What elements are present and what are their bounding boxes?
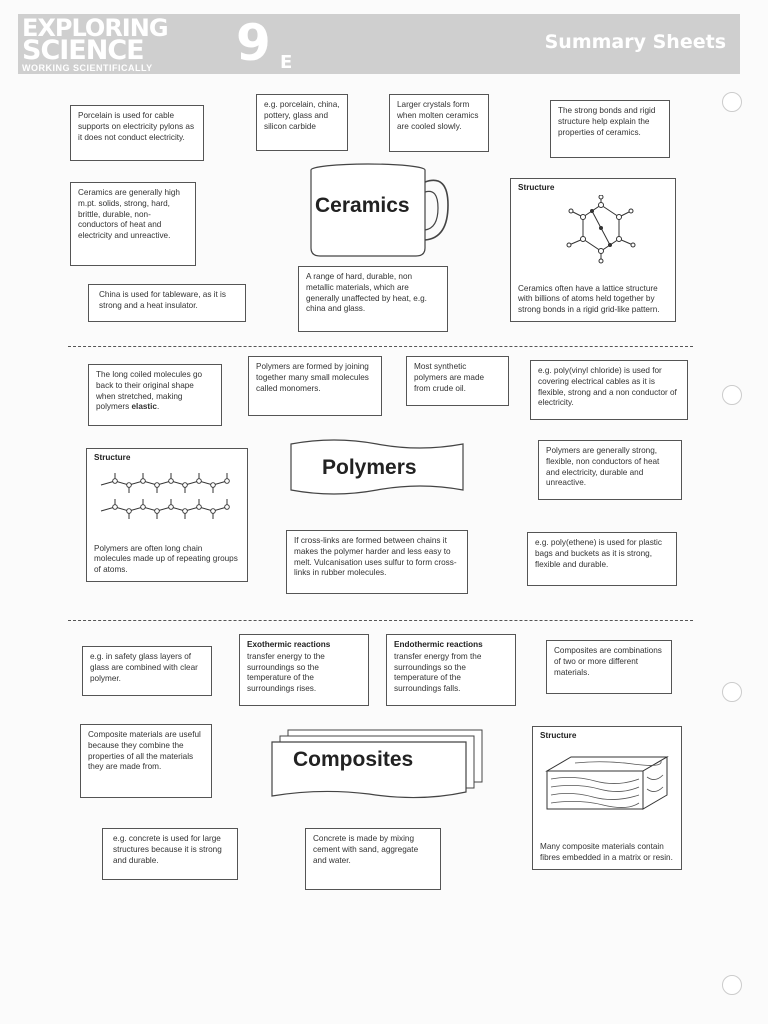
fibre-block-diagram <box>543 751 673 817</box>
ceramics-examples-box: e.g. porcelain, china, pottery, glass and silicon carbide <box>256 94 348 151</box>
composites-concrete-use-box: e.g. concrete is used for large structures because it is strong and durable. <box>102 828 238 880</box>
endothermic-text: transfer energy from the surroundings so the temperature of the surroundings falls. <box>394 651 482 694</box>
polymers-title: Polymers <box>322 456 417 479</box>
polymers-structure-box <box>86 448 248 582</box>
section-divider <box>68 346 693 347</box>
polymers-properties-box: Polymers are generally strong, flexible, non conductors of heat and electricity, durable and unreactive. <box>538 440 682 500</box>
composites-structure-heading: Structure <box>540 731 577 740</box>
binder-hole <box>722 682 742 702</box>
unit-number: 9 <box>236 14 271 72</box>
composites-combinations-box: Composites are combinations of two or more different materials. <box>546 640 672 694</box>
logo-science: SCIENCE <box>22 35 144 66</box>
ceramics-china-box: China is used for tableware, as it is strong and a heat insulator. <box>88 284 246 322</box>
polymers-elastic-text: The long coiled molecules go back to their original shape when stretched, making polymers <box>96 370 203 412</box>
polymers-structure-heading: Structure <box>94 453 131 462</box>
composites-concrete-made-box: Concrete is made by mixing cement with sand, aggregate and water. <box>305 828 441 890</box>
composites-glass-box: e.g. in safety glass layers of glass are combined with clear polymer. <box>82 646 212 696</box>
ceramics-bonds-box: The strong bonds and rigid structure help explain the properties of ceramics. <box>550 100 670 158</box>
lattice-structure-diagram <box>561 195 641 265</box>
binder-hole <box>722 975 742 995</box>
exothermic-box <box>239 634 369 706</box>
polymers-banner-graphic <box>288 438 466 498</box>
binder-hole <box>722 92 742 112</box>
polymers-elastic-end: . <box>157 402 160 412</box>
composites-sheets-graphic <box>270 726 486 802</box>
ceramics-crystals-box: Larger crystals form when molten ceramics are cooled slowly. <box>389 94 489 152</box>
ceramics-cable-box: Porcelain is used for cable supports on electricity pylons as it does not conduct electricity. <box>70 105 204 161</box>
polymer-chain-diagram <box>97 471 237 529</box>
polymers-elastic-keyword: elastic <box>131 402 157 412</box>
composites-structure-box <box>532 726 682 870</box>
polymers-pvc-box: e.g. poly(vinyl chloride) is used for covering electrical cables as it is flexible, strong and a non conductor of electricity. <box>530 360 688 420</box>
ceramics-range-box: A range of hard, durable, non metallic materials, which are generally unaffected by heat, e.g. china and glass. <box>298 266 448 332</box>
polymers-crude-box: Most synthetic polymers are made from crude oil. <box>406 356 509 406</box>
ceramics-structure-box <box>510 178 676 322</box>
ceramics-properties-box: Ceramics are generally high m.pt. solids, strong, hard, brittle, durable, non-conductors of heat and electricity and unreactive. <box>70 182 196 266</box>
polymers-crosslinks-box: If cross-links are formed between chains it makes the polymer harder and less easy to melt. Vulcanisation uses sulfur to form cross-links in rubber molecules. <box>286 530 468 594</box>
ceramics-title: Ceramics <box>315 194 410 217</box>
logo-working-scientifically: WORKING SCIENTIFICALLY <box>22 63 153 73</box>
endothermic-heading: Endothermic reactions <box>394 640 483 649</box>
composites-useful-box: Composite materials are useful because they combine the properties of all the materials they are made from. <box>80 724 212 798</box>
polymers-formed-box: Polymers are formed by joining together many small molecules called monomers. <box>248 356 382 416</box>
composites-structure-text: Many composite materials contain fibres embedded in a matrix or resin. <box>540 842 673 863</box>
section-divider <box>68 620 693 621</box>
polymers-elastic-box <box>88 364 222 426</box>
exothermic-heading: Exothermic reactions <box>247 640 331 649</box>
exothermic-text: transfer energy to the surroundings so the temperature of the surroundings rises. <box>247 651 325 694</box>
summary-sheets-title: Summary Sheets <box>544 31 726 53</box>
polymers-structure-text: Polymers are often long chain molecules made up of repeating groups of atoms. <box>94 543 238 575</box>
polymers-polythene-box: e.g. poly(ethene) is used for plastic bags and buckets as it is strong, flexible and durable. <box>527 532 677 586</box>
binder-hole <box>722 385 742 405</box>
ceramics-structure-text: Ceramics often have a lattice structure with billions of atoms held together by strong bonds in a rigid grid-like pattern. <box>518 283 660 315</box>
logo-exploring: EXPLORING <box>22 14 168 42</box>
endothermic-box <box>386 634 516 706</box>
unit-letter: E <box>280 52 293 73</box>
ceramics-structure-heading: Structure <box>518 183 555 192</box>
composites-title: Composites <box>293 748 414 771</box>
page-header <box>18 14 740 74</box>
ceramics-mug-graphic <box>308 160 453 260</box>
